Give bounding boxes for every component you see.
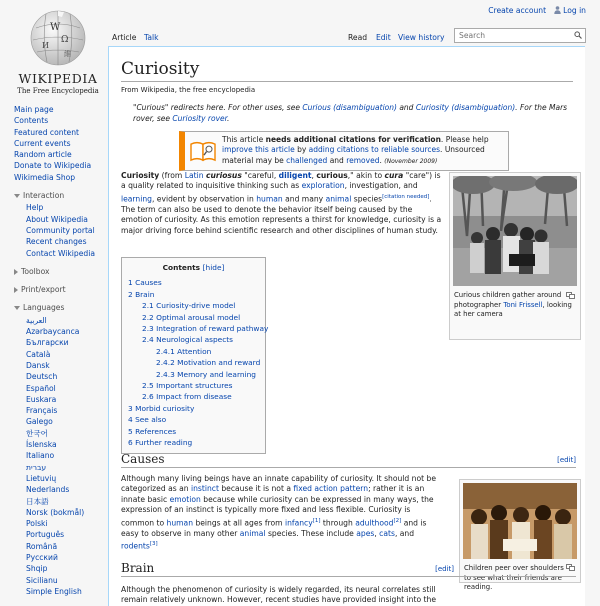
logo-tagline: The Free Encyclopedia [17,87,99,95]
toc-text: Impact from disease [156,392,232,402]
svg-text:И: И [42,41,49,50]
expanded-arrow-icon [14,306,20,310]
toc-entry[interactable] [128,289,259,300]
sidebar-item-contents[interactable]: Contents [14,116,49,126]
toc-text: Morbid curiosity [135,403,195,413]
toc-text: Further reading [135,438,193,448]
expanded-arrow-icon [14,194,20,198]
language-link[interactable]: Lietuvių [26,473,57,483]
toc-text: References [135,426,177,436]
page-title: Curiosity [121,59,573,82]
language-link[interactable]: Dansk [26,360,50,370]
toc-number: 2.1 [142,301,154,311]
sidebar [14,104,106,597]
language-link[interactable]: Български [26,338,69,348]
sidebar-item-contact[interactable]: Contact Wikipedia [26,248,95,258]
toc-number: 2.4 [142,335,154,345]
toc-number: 4 [128,415,133,425]
print-export-toggle[interactable]: Print/export [14,284,106,295]
link-human[interactable]: human [256,194,283,204]
photo-children-reading[interactable] [463,483,577,559]
removed-link[interactable]: removed [346,155,380,165]
hatnote-link-curious[interactable]: Curious (disambiguation) [302,103,397,112]
toc-number: 5 [128,426,133,436]
citation-needed-tag[interactable]: [citation needed] [382,193,430,200]
search-input[interactable] [455,29,573,42]
language-link[interactable]: Nederlands [26,485,70,495]
lead-paragraph: Curiosity (from Latin curiosus "careful, diligent, curious," akin to cura "care") is a quality related to inquisitive thinking such as exploration, investigation, and learning, evident by observation in human and many animal species[citation needed]. The term can also be used to denote the behavior itself being caused by the emotion of curiosity. As this emotion represents a thirst for knowledge, curiosity is a major driving force behind scientific research and other disciplines of human study. [121,171,442,235]
toc-text: Brain [135,289,155,299]
toc-number: 2.6 [142,392,154,402]
create-account-link[interactable]: Create account [488,6,547,15]
photo-children-camera[interactable] [453,176,577,286]
toc-number: 2 [128,289,133,299]
user-icon [554,6,561,14]
ref-2[interactable]: [2] [393,517,402,524]
book-icon [189,135,217,167]
sidebar-item-donate[interactable]: Donate to Wikipedia [14,161,92,171]
link-emotion[interactable]: emotion [169,494,201,504]
language-link[interactable]: עברית [26,462,47,472]
link-rodents[interactable]: rodents [121,541,150,551]
toolbox-portal [14,266,106,277]
link-animal-2[interactable]: animal [239,528,266,538]
sidebar-item-help[interactable]: Help [26,203,44,213]
toc-text: Curiosity-drive model [156,301,236,311]
toc-entry[interactable] [128,300,259,311]
puzzle-globe-icon [28,8,88,68]
toc-number: 3 [128,403,133,413]
toc-number: 2.3 [142,324,154,334]
language-link[interactable]: Deutsch [26,372,58,382]
language-link[interactable]: Français [26,406,58,416]
brain-paragraph: Although the phenomenon of curiosity is widely regarded, its neural correlates still remain relatively unknown. However, recent studies have provided insight into the [121,585,436,605]
language-link[interactable]: Русский [26,552,58,562]
toc-entry[interactable] [128,414,259,425]
link-toni-frissell[interactable]: Toni Frissell [503,300,543,309]
toc-text: Neurological aspects [156,335,234,345]
language-link[interactable]: Sicilianu [26,575,58,585]
site-sub: From Wikipedia, the free encyclopedia [121,86,256,94]
link-instinct[interactable]: instinct [190,484,219,494]
article-content [108,46,585,606]
toc-text: See also [135,415,167,425]
sidebar-item-current-events[interactable]: Current events [14,138,71,148]
challenged-link[interactable]: challenged [286,155,328,165]
toc-entry[interactable] [128,312,259,323]
toolbox-toggle[interactable]: Toolbox [14,266,106,277]
toc-entry[interactable] [128,426,259,437]
languages-toggle[interactable]: Languages [14,302,106,313]
collapsed-arrow-icon [14,287,18,293]
section-heading-brain: Brain [edit] [121,561,576,577]
improve-link[interactable]: improve this article [222,145,295,155]
language-link[interactable]: Íslenska [26,440,57,450]
sidebar-item-community-portal[interactable]: Community portal [26,225,95,235]
language-link[interactable]: Shqip [26,564,48,574]
login-link[interactable]: Log in [554,6,586,15]
tab-edit[interactable]: Edit [376,33,391,42]
link-apes[interactable]: apes [356,528,375,538]
link-diligent[interactable]: diligent [278,171,312,180]
toc-number: 2.2 [142,312,154,322]
ref-1[interactable]: [1] [312,517,321,524]
toc-entry[interactable] [128,334,259,345]
user-links [488,6,586,15]
svg-text:W: W [50,22,61,33]
language-link[interactable]: 日本語 [26,496,49,506]
link-latin[interactable]: Latin [184,171,204,180]
image-caption: Children peer over shoulders to see what their friends are reading. [464,564,564,591]
toc-entry[interactable] [128,391,259,402]
interaction-toggle[interactable]: Interaction [14,190,106,201]
toc-text: Attention [177,346,212,356]
link-fixed-action-pattern[interactable]: fixed action pattern [293,484,369,494]
causes-paragraph: Although many living beings have an innate capability of curiosity. It should not be categorized as an instinct because it is not a fixed action pattern; rather it is an innate basic emotion because while curiosity can be expressed in many ways, the expression of an instinct is typically more fixed and less flexible. Curiosity is common to human beings at all ages from infancy[1] through adulthood[2] and is easy to observe in many other animal species. These include apes, cats, and rodents[3] [121,474,436,551]
hatnote: "Curious" redirects here. For other uses, see Curious (disambiguation) and Curiosity (disambiguation). For the Mars rover, see Curiosity rover. [133,103,568,123]
citation-needed-notice [179,131,509,171]
toc-text: Optimal arousal model [156,312,241,322]
language-link[interactable]: Español [26,383,56,393]
notice-text: This article needs additional citations for verification. Please help improve this article by adding citations to reliable sources. Unsourced material may be challenged and removed. (November 2009) [222,135,489,165]
adding-citations-link[interactable]: adding citations to reliable sources [308,145,441,155]
toc-number: 1 [128,278,133,288]
toc-hide-toggle[interactable]: [hide] [202,263,225,272]
link-adulthood[interactable]: adulthood [355,518,394,528]
toc-number: 6 [128,438,133,448]
toc-entry[interactable] [128,380,259,391]
hatnote-link-rover[interactable]: Curiosity rover [172,114,228,123]
edit-causes-link[interactable]: [edit] [557,456,576,464]
wikipedia-logo[interactable] [14,8,102,94]
language-link[interactable]: Polski [26,519,48,529]
language-link[interactable]: Euskara [26,394,57,404]
toc-text: Motivation and reward [177,358,261,368]
link-infancy[interactable]: infancy [284,518,313,528]
toc-entry[interactable] [128,403,259,414]
toc-entry[interactable] [128,369,259,380]
language-link[interactable]: Català [26,349,51,359]
link-exploration[interactable]: exploration [301,181,345,191]
toc-entry[interactable] [128,277,259,288]
toc-text: Important structures [156,381,233,391]
link-cats[interactable]: cats [379,528,395,538]
toc-entry[interactable] [128,323,269,334]
link-animal[interactable]: animal [325,194,352,204]
toc-number: 2.4.2 [156,358,175,368]
sidebar-item-featured-content[interactable]: Featured content [14,127,80,137]
sidebar-item-about[interactable]: About Wikipedia [26,214,88,224]
language-link[interactable]: Simple English [26,586,82,596]
toc-title: Contents [hide] [162,263,225,272]
search-icon[interactable] [574,31,582,39]
tab-talk[interactable]: Talk [144,33,159,42]
tab-article[interactable]: Article [112,33,137,42]
sidebar-item-random-article[interactable]: Random article [14,150,72,160]
sidebar-item-recent-changes[interactable]: Recent changes [26,237,87,247]
search-box [454,28,586,43]
tab-read[interactable]: Read [348,33,368,42]
tab-view-history[interactable]: View history [398,33,445,42]
logo-wordmark: WIKIPEDIA [18,71,98,86]
link-human-2[interactable]: human [166,518,194,528]
toc-text: Memory and learning [177,369,256,379]
language-link[interactable]: Italiano [26,451,55,461]
image-caption: Curious children gather around photographer Toni Frissell, looking at her camera [453,289,577,319]
section-heading-causes: Causes [edit] [121,452,576,466]
hatnote-link-curiosity[interactable]: Curiosity (disambiguation) [415,103,516,112]
sidebar-item-main-page[interactable]: Main page [14,105,54,114]
svg-text:維: 維 [64,50,71,58]
svg-text:Ω: Ω [61,35,69,45]
interaction-portal [14,190,106,259]
table-of-contents [121,257,269,454]
ref-3[interactable]: [3] [149,540,158,547]
languages-portal [14,302,106,597]
language-link[interactable]: Português [26,530,65,540]
toc-number: 2.4.3 [156,369,175,379]
toc-text: Causes [135,278,162,288]
language-link[interactable]: Română [26,541,58,551]
edit-brain-link[interactable]: [edit] [435,565,454,573]
language-link[interactable]: العربية [26,315,47,325]
sidebar-navigation [14,104,106,183]
toc-number: 2.4.1 [156,346,175,356]
thumbnail-children-camera [449,172,581,340]
toc-entry[interactable] [128,437,259,448]
toc-text: Integration of reward pathway [156,324,269,334]
language-list [14,315,106,597]
toc-entry[interactable] [128,357,259,368]
print-portal [14,284,106,295]
toc-number: 2.5 [142,381,154,391]
language-link[interactable]: Azərbaycanca [26,327,80,337]
language-link[interactable]: Galego [26,417,53,427]
language-link[interactable]: Norsk (bokmål) [26,507,85,517]
toc-entry[interactable] [128,346,259,357]
collapsed-arrow-icon [14,269,18,275]
link-learning[interactable]: learning [121,194,152,204]
sidebar-item-wikimedia-shop[interactable]: Wikimedia Shop [14,172,76,182]
language-link[interactable]: 한국어 [26,428,49,438]
notice-date: (November 2009) [384,157,438,165]
toc-list [128,277,269,448]
enlarge-icon[interactable] [566,292,575,299]
